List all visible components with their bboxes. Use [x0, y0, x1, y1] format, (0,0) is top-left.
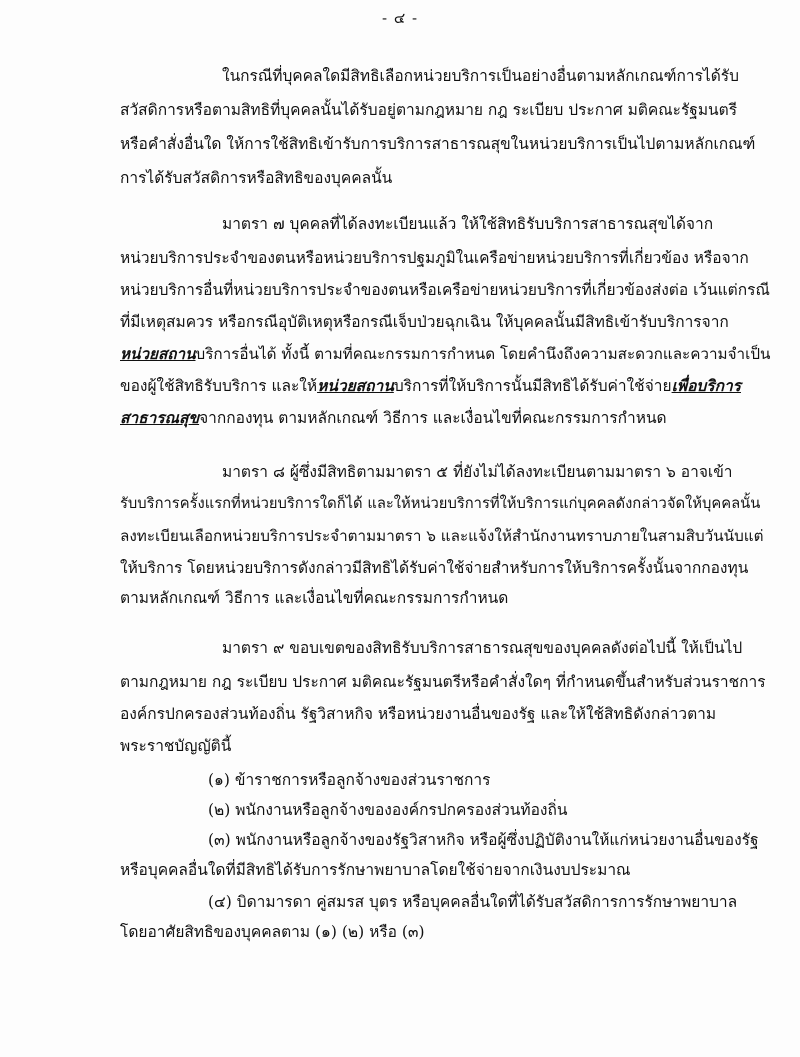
- section-9-line-2: ตามกฎหมาย กฎ ระเบียบ ประกาศ มติคณะรัฐมนตรีหรือคำสั่งใดๆ ที่กำหนดขึ้นสำหรับส่วนราชการ: [120, 673, 766, 691]
- section-7-line-2: หน่วยบริการประจำของตนหรือหน่วยบริการปฐมภูมิในเครือข่ายหน่วยบริการที่เกี่ยวข้อง หรือจาก: [120, 249, 749, 267]
- section-7-line-1: มาตรา ๗ บุคคลที่ได้ลงทะเบียนแล้ว ให้ใช้สิทธิรับบริการสาธารณสุขได้จาก: [222, 215, 714, 233]
- section-7-line-4: ที่มีเหตุสมควร หรือกรณีอุบัติเหตุหรือกรณีเจ็บป่วยฉุกเฉิน ให้บุคคลนั้นมีสิทธิเข้ารับบริการจาก: [120, 313, 729, 331]
- section-9-line-1: มาตรา ๙ ขอบเขตของสิทธิรับบริการสาธารณสุขของบุคคลดังต่อไปนี้ ให้เป็นไป: [222, 639, 743, 657]
- section-7-line-7: [120, 408, 667, 428]
- section-9-item-2: (๒) พนักงานหรือลูกจ้างขององค์กรปกครองส่วนท้องถิ่น: [208, 801, 568, 819]
- section-9-line-4: พระราชบัญญัตินี้: [120, 737, 232, 755]
- section-8-line-4: ให้บริการ โดยหน่วยบริการดังกล่าวมีสิทธิได้รับค่าใช้จ่ายสำหรับการให้บริการครั้งนั้นจากกองทุน: [120, 559, 749, 577]
- paragraph-1-line-2: สวัสดิการหรือตามสิทธิที่บุคคลนั้นได้รับอยู่ตามกฎหมาย กฎ ระเบียบ ประกาศ มติคณะรัฐมนตรี: [120, 101, 738, 119]
- paragraph-1-line-3: หรือคำสั่งอื่นใด ให้การใช้สิทธิเข้ารับการบริการสาธารณสุขในหน่วยบริการเป็นไปตามหลักเกณฑ์: [120, 135, 756, 153]
- section-8-line-5: ตามหลักเกณฑ์ วิธีการ และเงื่อนไขที่คณะกรรมการกำหนด: [120, 589, 509, 607]
- section-7-line-3: หน่วยบริการอื่นที่หน่วยบริการประจำของตนหรือเครือข่ายหน่วยบริการที่เกี่ยวข้องส่งต่อ เว้นแต่กรณี: [120, 281, 770, 299]
- line-text: บริการอื่นได้ ทั้งนี้ ตามที่คณะกรรมการกำหนด โดยคำนึงถึงความสะดวกและความจำเป็น: [195, 345, 771, 363]
- section-9-item-3: (๓) พนักงานหรือลูกจ้างของรัฐวิสาหกิจ หรือผู้ซึ่งปฏิบัติงานให้แก่หน่วยงานอื่นของรัฐ: [208, 831, 759, 849]
- section-9-item-4-cont: โดยอาศัยสิทธิของบุคคลตาม (๑) (๒) หรือ (๓): [120, 923, 425, 941]
- paragraph-1-line-1: ในกรณีที่บุคคลใดมีสิทธิเลือกหน่วยบริการเป็นอย่างอื่นตามหลักเกณฑ์การได้รับ: [222, 67, 739, 85]
- section-9-item-4: (๔) บิดามารดา คู่สมรส บุตร หรือบุคคลอื่นใดที่ได้รับสวัสดิการการรักษาพยาบาล: [208, 893, 738, 911]
- tracked-edit-text: หน่วยสถาน: [317, 376, 394, 395]
- section-8-line-1: มาตรา ๘ ผู้ซึ่งมีสิทธิตามมาตรา ๕ ที่ยังไม่ได้ลงทะเบียนตามมาตรา ๖ อาจเข้า: [222, 463, 733, 481]
- section-8-line-2: รับบริการครั้งแรกที่หน่วยบริการใดก็ได้ และให้หน่วยบริการที่ให้บริการแก่บุคคลดังกล่าวจัดให้บุคคลนั้น: [120, 495, 761, 512]
- section-9-item-3-cont: หรือบุคคลอื่นใดที่มีสิทธิได้รับการรักษาพยาบาลโดยใช้จ่ายจากเงินงบประมาณ: [120, 861, 631, 879]
- line-text: บริการที่ให้บริการนั้นมีสิทธิได้รับค่าใช้จ่าย: [393, 377, 672, 395]
- tracked-edit-text: หน่วยสถาน: [120, 345, 196, 363]
- paragraph-1-line-4: การได้รับสวัสดิการหรือสิทธิของบุคคลนั้น: [120, 169, 393, 187]
- tracked-edit-text: สาธารณสุข: [120, 408, 200, 427]
- tracked-edit-text: เพื่อบริการ: [671, 376, 741, 395]
- line-text: จากกองทุน ตามหลักเกณฑ์ วิธีการ และเงื่อนไขที่คณะกรรมการกำหนด: [199, 409, 667, 427]
- section-9-item-1: (๑) ข้าราชการหรือลูกจ้างของส่วนราชการ: [208, 771, 491, 789]
- page-number: - ๔ -: [381, 9, 419, 27]
- line-text: ของผู้ใช้สิทธิรับบริการ และให้: [120, 377, 318, 395]
- section-9-line-3: องค์กรปกครองส่วนท้องถิ่น รัฐวิสาหกิจ หรือหน่วยงานอื่นของรัฐ และให้ใช้สิทธิดังกล่าวตาม: [120, 705, 717, 723]
- section-7-line-5: [120, 344, 770, 364]
- section-7-line-6: [120, 376, 741, 396]
- section-8-line-3: ลงทะเบียนเลือกหน่วยบริการประจำตามมาตรา ๖ และแจ้งให้สำนักงานทราบภายในสามสิบวันนับแต่: [120, 527, 764, 545]
